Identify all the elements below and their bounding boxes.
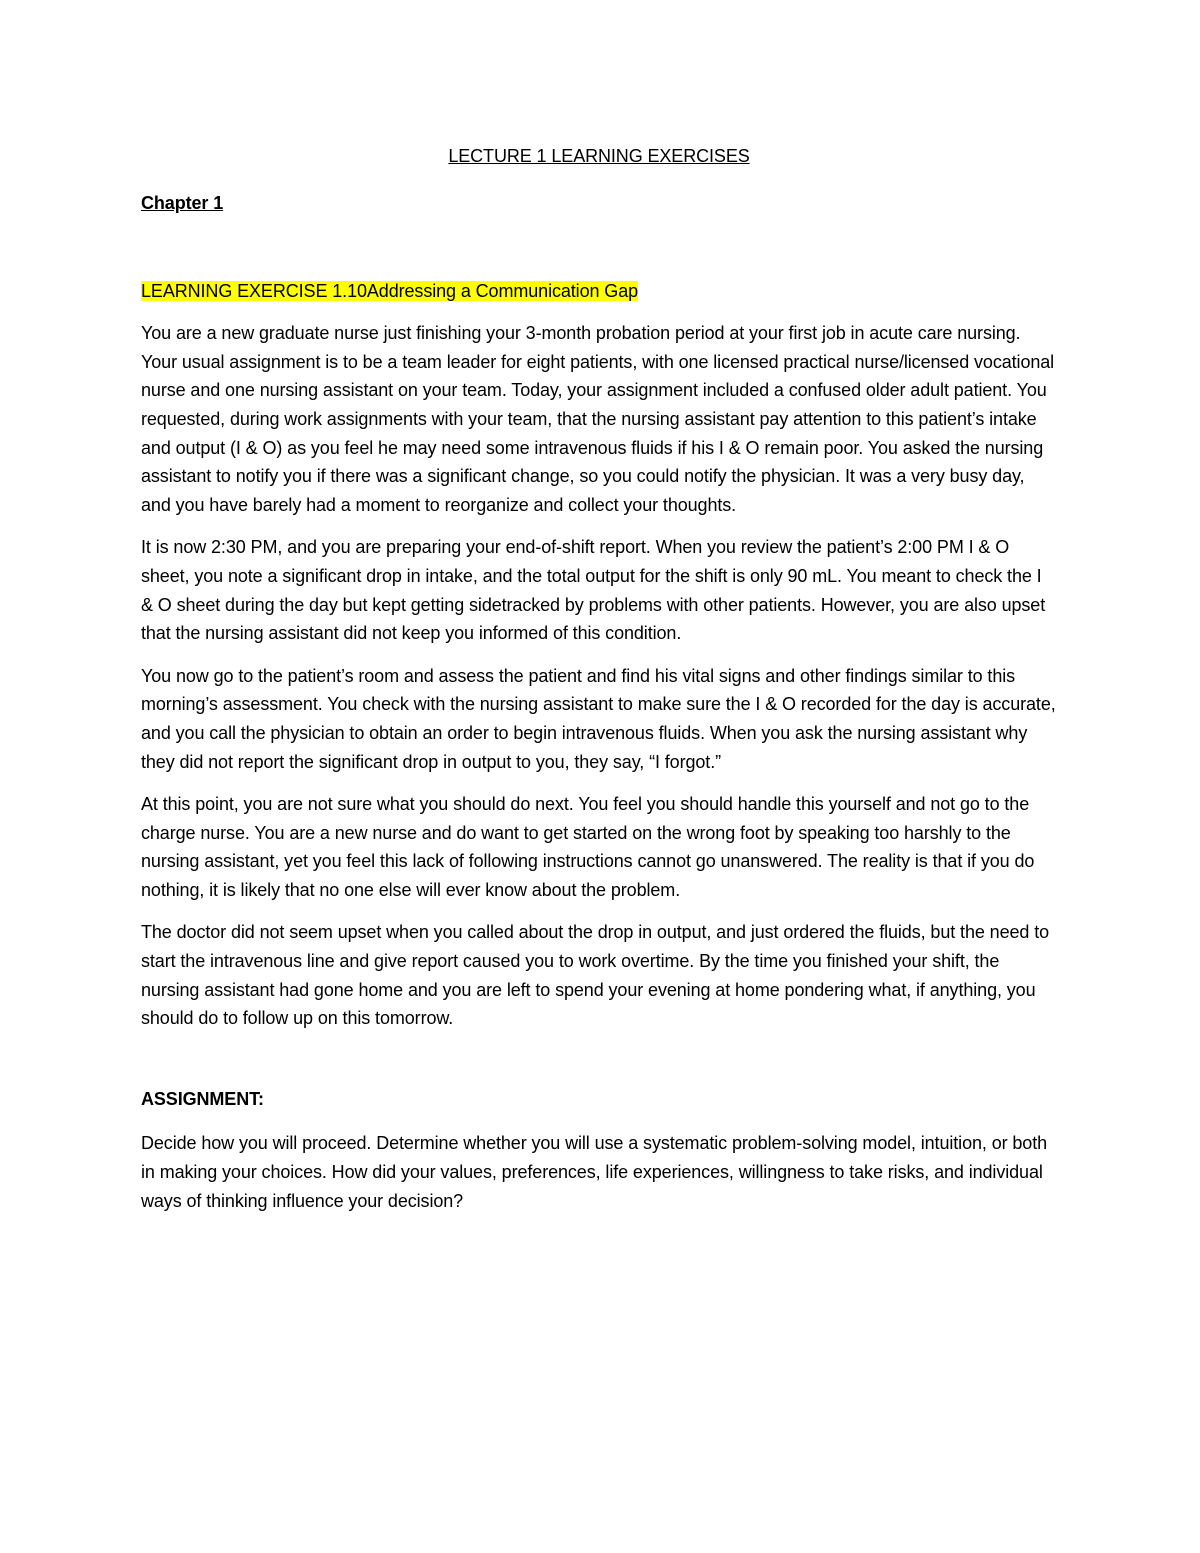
paragraph-assessment: You now go to the patient’s room and assess the patient and find his vital signs and other findings similar to this morning’s assessment. You check with the nursing assistant to make sure the I & O recorded for the day is accurate, and you call the physician to obtain an order to begin intravenous fluids. When you ask the nursing assistant why they did not report the significant drop in output to you, they say, “I forgot.” <box>141 665 1056 772</box>
exercise-heading-highlight: LEARNING EXERCISE 1.10Addressing a Communication Gap <box>141 280 639 301</box>
paragraph-dilemma: At this point, you are not sure what you should do next. You feel you should handle this yourself and not go to the charge nurse. You are a new nurse and do want to get started on the wrong foot by speaking too harshly to the nursing assistant, yet you feel this lack of following instructions cannot go unanswered. The reality is that if you do nothing, it is likely that no one else will ever know about the problem. <box>141 794 1035 900</box>
paragraph-report: It is now 2:30 PM, and you are preparing your end-of-shift report. When you review the patient’s 2:00 PM I & O sheet, you note a significant drop in intake, and the total output for the shift is only 90 mL. You meant to check the I & O sheet during the day but kept getting sidetracked by problems with other patients. However, you are also upset that the nursing assistant did not keep you informed of this condition. <box>141 537 1046 644</box>
chapter-heading: Chapter 1 <box>141 193 224 213</box>
paragraph-scenario: You are a new graduate nurse just finishing your 3-month probation period at your first job in acute care nursing. Your usual assignment is to be a team leader for eight patients, with one licensed practical nurse/licensed vocational nurse and one nursing assistant on your team. Today, your assignment included a confused older adult patient. You requested, during work assignments with your team, that the nursing assistant pay attention to this patient’s intake and output (I & O) as you feel he may need some intravenous fluids if his I & O remain poor. You asked the nursing assistant to notify you if there was a significant change, so you could notify the physician. It was a very busy day, and you have barely had a moment to reorganize and collect your thoughts. <box>141 323 1055 515</box>
assignment-body: Decide how you will proceed. Determine whether you will use a systematic problem-solving model, intuition, or both in making your choices. How did your values, preferences, life experiences, willingness to take risks, and individual ways of thinking influence your decision? <box>141 1133 1048 1211</box>
paragraph-overtime: The doctor did not seem upset when you called about the drop in output, and just ordered the fluids, but the need to start the intravenous line and give report caused you to work overtime. By the time you finished your shift, the nursing assistant had gone home and you are left to spend your evening at home pondering what, if anything, you should do to follow up on this tomorrow. <box>141 922 1050 1029</box>
document-content <box>141 142 1057 1215</box>
document-title: LECTURE 1 LEARNING EXERCISES <box>448 146 750 166</box>
assignment-heading: ASSIGNMENT: <box>141 1088 264 1109</box>
exercise-heading <box>141 277 1057 306</box>
